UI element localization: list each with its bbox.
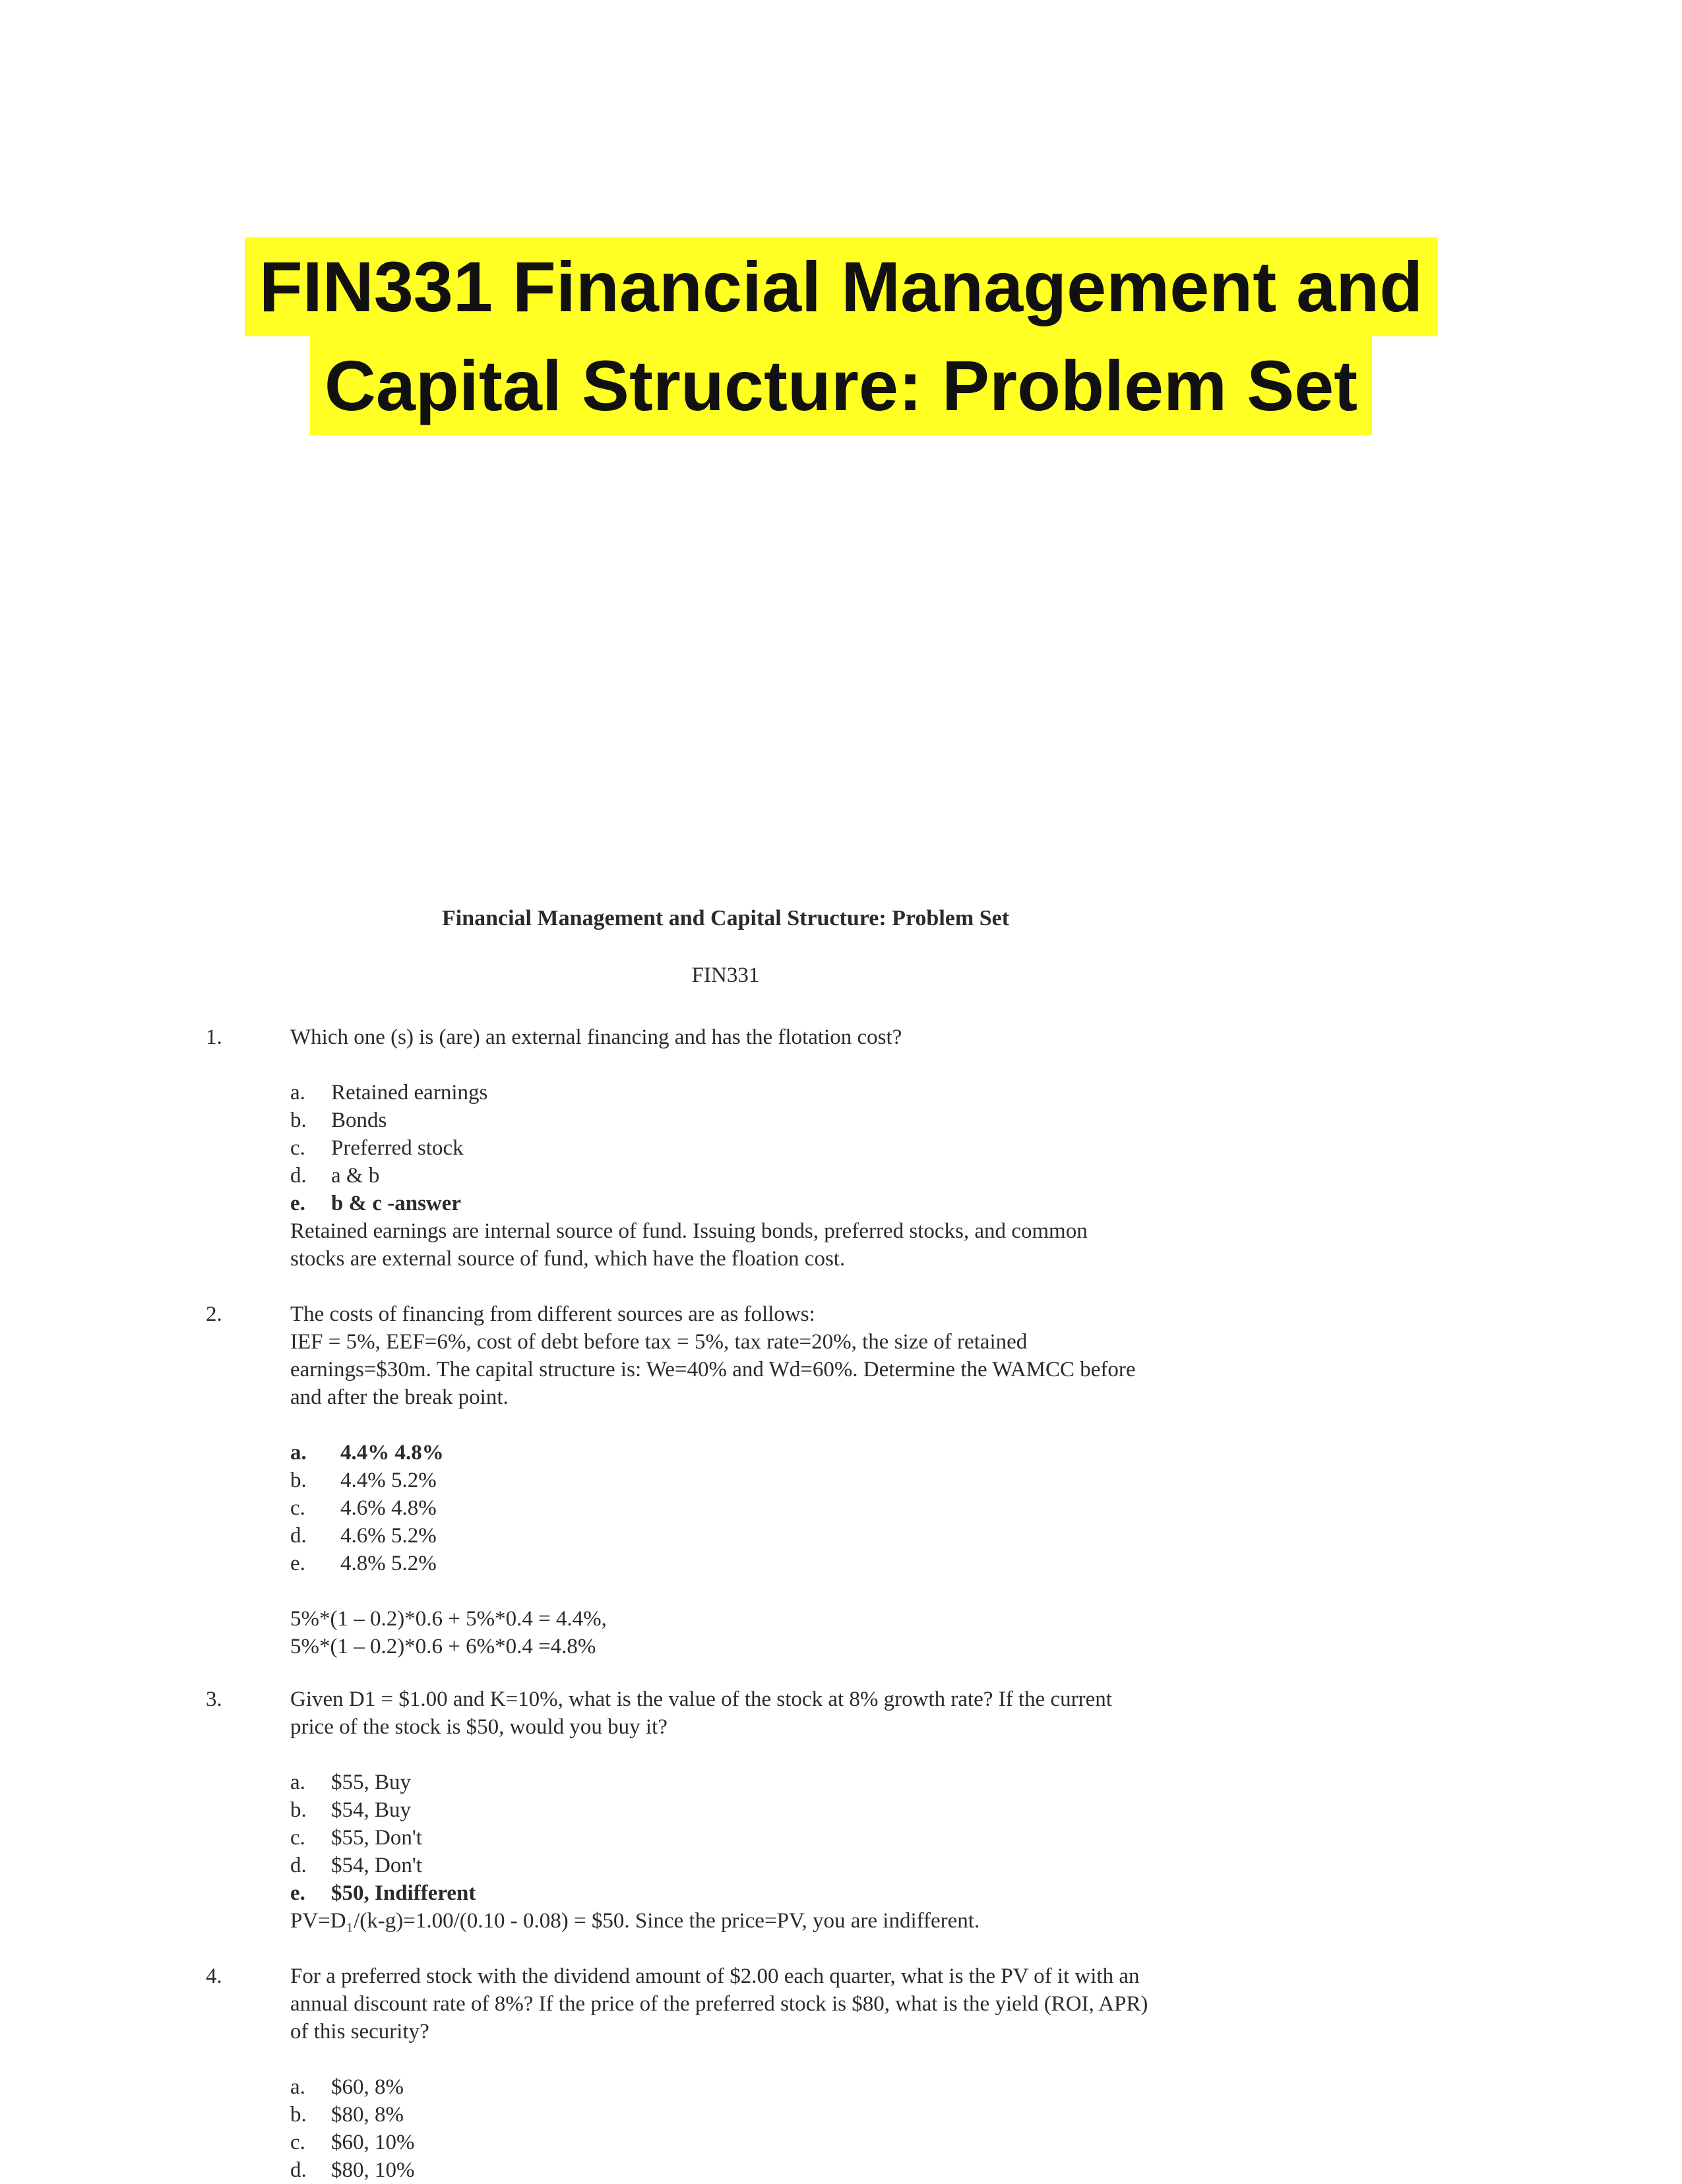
question-body [290,1023,1319,1273]
question-text: price of the stock is $50, would you buy it? [290,1715,668,1739]
option-c [290,1824,1319,1852]
explanation-line: 5%*(1 – 0.2)*0.6 + 5%*0.4 = 4.4%, [290,1607,607,1631]
option-d [290,2156,1319,2184]
question-body [290,1962,1319,2184]
explanation-line: stocks are external source of fund, which have the floation cost. [290,1247,846,1271]
option-list [290,1079,1319,1217]
option-a-answer [290,1439,1319,1467]
option-letter: a. [290,2075,305,2099]
option-c [290,1494,1319,1522]
question-body [290,1300,1319,1660]
explanation-line: Retained earnings are internal source of fund. Issuing bonds, preferred stocks, and common [290,1219,1088,1243]
option-b [290,1467,1319,1494]
banner-title-line-2: Capital Structure: Problem Set [310,336,1372,435]
option-text: $54, Buy [331,1798,412,1822]
option-text: 4.4% 4.8% [340,1441,444,1465]
option-letter: d. [290,1854,307,1877]
question-number: 4. [206,1964,222,1988]
option-text: $55, Don't [331,1826,422,1850]
option-letter: e. [290,1552,305,1575]
option-e-answer [290,1879,1319,1907]
option-b [290,2101,1319,2129]
option-letter: a. [290,1081,305,1105]
option-d [290,1522,1319,1550]
option-text: $54, Don't [331,1854,422,1877]
option-text: 4.4% 5.2% [340,1469,437,1492]
option-text: a & b [331,1164,380,1188]
option-text: 4.6% 4.8% [340,1496,437,1520]
option-d [290,1162,1319,1190]
question-text: IEF = 5%, EEF=6%, cost of debt before tax = 5%, tax rate=20%, the size of retained [290,1330,1028,1354]
question-text: Which one (s) is (are) an external financing and has the flotation cost? [290,1025,902,1049]
option-letter: c. [290,1826,305,1850]
option-e [290,1550,1319,1577]
question-text: earnings=$30m. The capital structure is: We=40% and Wd=60%. Determine the WAMCC before [290,1358,1136,1381]
explanation-line: PV=D₁/(k-g)=1.00/(0.10 - 0.08) = $50. Since the price=PV, you are indifferent. [290,1909,980,1933]
document-title: Financial Management and Capital Structure: Problem Set [441,906,1010,930]
option-letter: d. [290,2158,307,2182]
option-letter: b. [290,1798,307,1822]
question-text: of this security? [290,2020,429,2044]
option-text: b & c -answer [331,1192,462,1215]
question-number: 3. [206,1687,222,1711]
option-b [290,1107,1319,1134]
option-text: Retained earnings [331,1081,488,1105]
option-text: $80, 8% [331,2103,404,2127]
option-letter: b. [290,2103,307,2127]
question-text: annual discount rate of 8%? If the price of the preferred stock is $80, what is the yield (ROI, APR) [290,1992,1148,2016]
option-letter: e. [290,1192,305,1215]
explanation-line: 5%*(1 – 0.2)*0.6 + 6%*0.4 =4.8% [290,1635,596,1658]
title-banner [0,237,1682,435]
option-text: $55, Buy [331,1771,412,1794]
option-list [290,2073,1319,2184]
option-letter: a. [290,1771,305,1794]
option-a [290,2073,1319,2101]
option-text: 4.8% 5.2% [340,1552,437,1575]
option-c [290,1134,1319,1162]
question-body [290,1685,1319,1935]
option-letter: c. [290,1136,305,1160]
option-letter: a. [290,1441,307,1465]
option-a [290,1769,1319,1796]
option-letter: e. [290,1881,305,1905]
option-e-answer [290,1190,1319,1217]
option-c [290,2129,1319,2156]
option-letter: b. [290,1469,307,1492]
course-code: FIN331 [691,963,760,987]
question-number: 2. [206,1302,222,1326]
question-number: 1. [206,1025,222,1049]
question-text: and after the break point. [290,1385,509,1409]
option-text: $60, 10% [331,2131,415,2154]
option-text: $80, 10% [331,2158,415,2182]
question-text: For a preferred stock with the dividend amount of $2.00 each quarter, what is the PV of it with an [290,1964,1140,1988]
option-a [290,1079,1319,1107]
option-text: Preferred stock [331,1136,464,1160]
option-text: $60, 8% [331,2075,404,2099]
question-text: Given D1 = $1.00 and K=10%, what is the value of the stock at 8% growth rate? If the current [290,1687,1112,1711]
option-letter: c. [290,2131,305,2154]
option-letter: b. [290,1108,307,1132]
question-text: The costs of financing from different sources are as follows: [290,1302,815,1326]
option-text: $50, Indifferent [331,1881,476,1905]
option-letter: d. [290,1524,307,1548]
option-letter: c. [290,1496,305,1520]
option-list [290,1769,1319,1907]
banner-title-line-1: FIN331 Financial Management and [245,237,1437,336]
option-letter: d. [290,1164,307,1188]
option-list [290,1439,1319,1577]
option-text: Bonds [331,1108,387,1132]
option-text: 4.6% 5.2% [340,1524,437,1548]
option-b [290,1796,1319,1824]
option-d [290,1852,1319,1879]
